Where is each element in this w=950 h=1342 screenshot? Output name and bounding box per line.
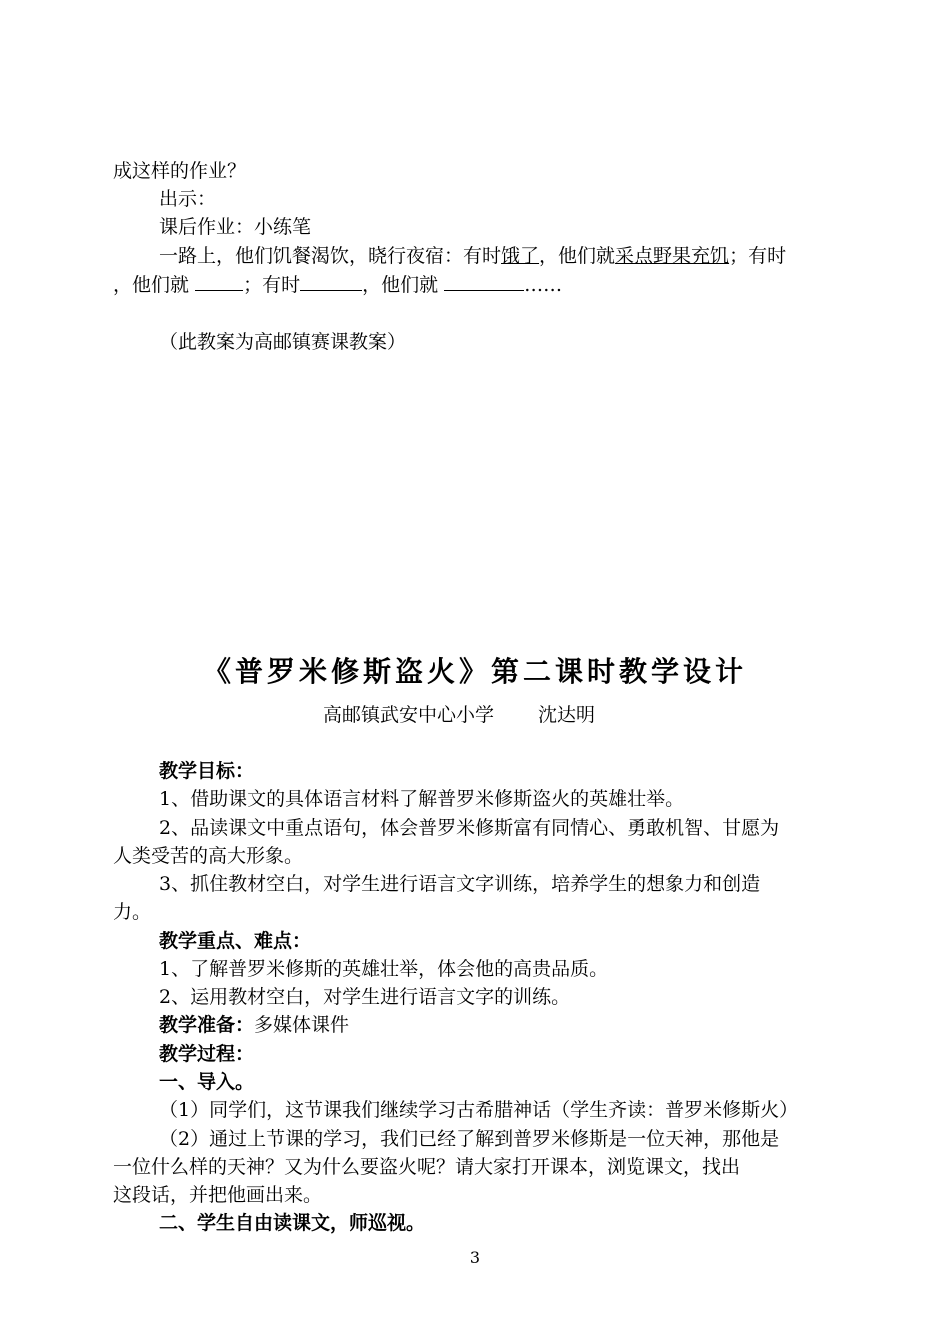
text-line: 1、借助课文的具体语言材料了解普罗米修斯盗火的英雄壮举。 [159, 788, 685, 810]
text-segment: 一路上，他们饥餐渴饮，晓行夜宿：有时 [159, 245, 502, 267]
text-line: （1）同学们，这节课我们继续学习古希腊神话（学生齐读：普罗米修斯火） [159, 1099, 799, 1121]
section-heading: 二、学生自由读课文，师巡视。 [159, 1212, 426, 1234]
fill-blank [195, 274, 243, 291]
text-line: 成这样的作业？ [113, 160, 247, 182]
author-line [323, 702, 595, 728]
text-line: 3、抓住教材空白，对学生进行语言文字训练，培养学生的想象力和创造 [159, 873, 761, 895]
teacher-name: 沈达明 [538, 704, 596, 726]
page-number: 3 [469, 1248, 481, 1267]
text-line: 这段话，并把他画出来。 [113, 1184, 323, 1206]
text-line: 2、品读课文中重点语句，体会普罗米修斯富有同情心、勇敢机智、甘愿为 [159, 817, 780, 839]
fill-blank [444, 274, 524, 291]
text-line: 力。 [113, 901, 152, 923]
text-line: 2、运用教材空白，对学生进行语言文字的训练。 [159, 986, 571, 1008]
text-segment: 多媒体课件 [254, 1014, 350, 1036]
text-line [113, 272, 562, 298]
text-line: 出示： [159, 188, 217, 210]
text-segment: ，他们就 [113, 274, 190, 296]
fill-blank [300, 274, 362, 291]
text-line: 一位什么样的天神？又为什么要盗火呢？请大家打开课本，浏览课文，找出 [113, 1156, 741, 1178]
text-line: 人类受苦的高大形象。 [113, 845, 304, 867]
underlined-text: 采点野果充饥 [615, 245, 730, 267]
text-line: （2）通过上节课的学习，我们已经了解到普罗米修斯是一位天神，那他是 [159, 1128, 780, 1150]
section-heading: 教学准备： [159, 1014, 255, 1036]
text-segment: ；有时 [243, 274, 301, 296]
text-segment: ；有时 [729, 245, 787, 267]
text-line: 课后作业：小练笔 [159, 216, 312, 238]
school-name: 高邮镇武安中心小学 [323, 704, 495, 726]
text-line [159, 1012, 349, 1038]
section-heading: 教学过程： [159, 1043, 255, 1065]
text-segment: ，他们就 [362, 274, 439, 296]
page-title: 《普罗米修斯盗火》第二课时教学设计 [202, 655, 747, 688]
text-line: 1、了解普罗米修斯的英雄壮举，体会他的高贵品质。 [159, 958, 609, 980]
text-segment: ，他们就 [539, 245, 616, 267]
underlined-text: 饿了 [501, 245, 540, 267]
text-line [159, 243, 786, 269]
section-heading: 教学重点、难点： [159, 930, 312, 952]
note-text: （此教案为高邮镇赛课教案） [159, 331, 407, 353]
section-heading: 教学目标： [159, 760, 255, 782]
section-heading: 一、导入。 [159, 1071, 255, 1093]
text-segment: …… [524, 274, 563, 296]
